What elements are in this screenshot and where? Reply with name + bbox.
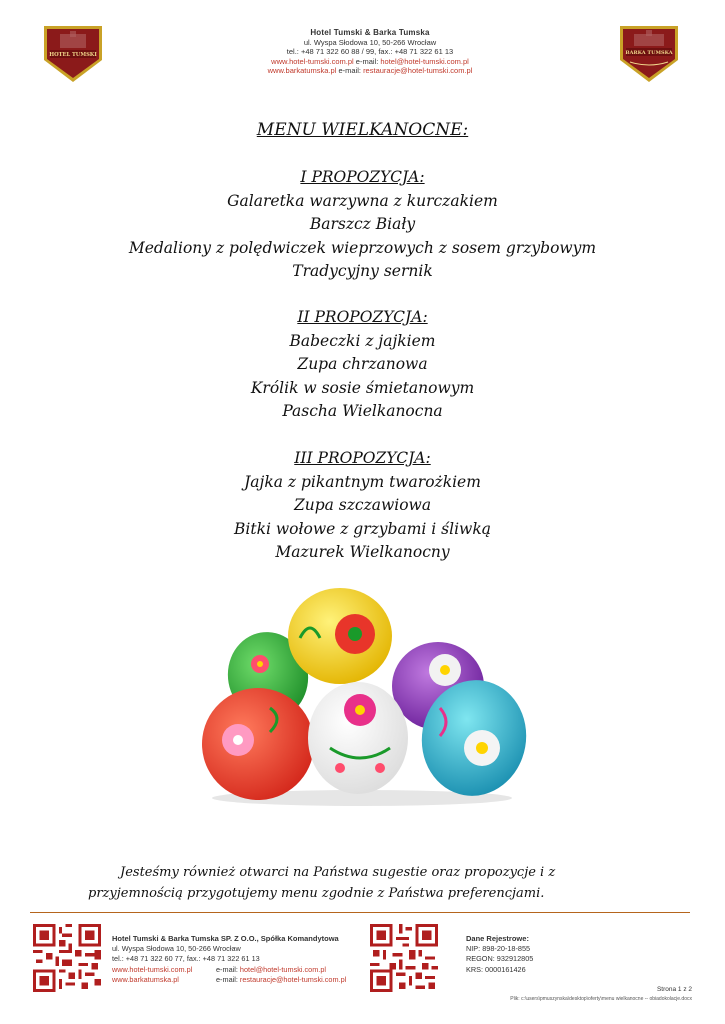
footer-restaurant-email-link[interactable]: restauracje@hotel-tumski.com.pl: [239, 974, 347, 984]
closing-line-2: przyjemnością przygotujemy menu zgodnie z Państwa preferencjami.: [88, 886, 545, 901]
closing-line-1: Jesteśmy również otwarci na Państwa sugestie oraz propozycje i z: [120, 865, 556, 880]
letterhead-line-hotel: [180, 57, 560, 67]
svg-text:HOTEL TUMSKI: HOTEL TUMSKI: [49, 52, 97, 58]
registration-regon: REGON: 932912805: [466, 954, 534, 964]
qr-code-left: [33, 924, 101, 992]
hotel-email-link[interactable]: hotel@hotel-tumski.com.pl: [380, 56, 469, 66]
closing-note: [80, 862, 680, 904]
letterhead-address: ul. Wyspa Słodowa 10, 50-266 Wrocław: [303, 37, 437, 47]
menu-item: Bitki wołowe z grzybami i śliwką: [234, 519, 491, 538]
page-number: Strona 1 z 2: [656, 986, 692, 993]
menu-title: MENU WIELKANOCNE:: [256, 120, 469, 140]
menu-item: Medaliony z polędwiczek wieprzowych z sosem grzybowym: [128, 238, 597, 257]
menu-section-1: [0, 166, 725, 284]
menu-item: Babeczki z jajkiem: [289, 331, 436, 350]
letterhead-contact: [180, 28, 560, 76]
email-label: e-mail:: [336, 66, 364, 76]
menu-item: Barszcz Biały: [309, 215, 416, 233]
footer-barka-website-link[interactable]: www.barkatumska.pl: [112, 974, 179, 984]
footer-registration-info: [466, 934, 606, 975]
menu-item: Zupa szczawiowa: [293, 496, 432, 514]
footer-hotel-email-link[interactable]: hotel@hotel-tumski.com.pl: [239, 964, 327, 974]
footer-company-info: [112, 934, 362, 985]
hotel-tumski-logo: [40, 20, 106, 86]
letterhead-line-barka: [180, 66, 560, 76]
section-title: III PROPOZYCJA:: [294, 449, 431, 467]
restaurant-email-link[interactable]: restauracje@hotel-tumski.com.pl: [363, 66, 473, 76]
footer-divider: [30, 912, 690, 913]
barka-website-link[interactable]: www.barkatumska.pl: [267, 66, 337, 76]
registration-krs: KRS: 0000161426: [466, 964, 526, 974]
barka-tumska-logo: [616, 20, 682, 86]
footer-hotel-website-link[interactable]: www.hotel-tumski.com.pl: [112, 964, 193, 974]
file-path: Plik: c:\users\pmuszynska\desktop\oferty\menu wielkanocne -- obiadokolacje.docx: [510, 996, 692, 1002]
menu-section-3: [0, 447, 725, 565]
hotel-website-link[interactable]: www.hotel-tumski.com.pl: [271, 56, 354, 66]
easter-eggs-image: [190, 578, 535, 810]
menu-item: Galaretka warzywna z kurczakiem: [227, 191, 498, 210]
menu-section-2: [0, 306, 725, 424]
footer-phones: tel.: +48 71 322 60 77, fax.: +48 71 322 61 13: [112, 954, 260, 964]
section-title: I PROPOZYCJA:: [300, 168, 425, 186]
menu-item: Pascha Wielkanocna: [282, 402, 443, 420]
registration-title: Dane Rejestrowe:: [466, 934, 529, 943]
menu-item: Zupa chrzanowa: [297, 355, 428, 373]
section-title: II PROPOZYCJA:: [297, 308, 428, 326]
footer-company-name: Hotel Tumski & Barka Tumska SP. Z O.O., Spółka Komandytowa: [112, 934, 339, 943]
svg-text:BARKA TUMSKA: BARKA TUMSKA: [625, 50, 673, 56]
menu-item: Mazurek Wielkanocny: [275, 543, 450, 561]
email-label: e-mail:: [216, 964, 240, 974]
email-label: e-mail:: [216, 974, 240, 984]
letterhead-phones: tel.: +48 71 322 60 88 / 99, fax.: +48 71 322 61 13: [286, 47, 454, 57]
menu-item: Tradycyjny sernik: [292, 262, 433, 280]
email-label: e-mail:: [353, 56, 381, 66]
qr-code-right: [370, 924, 438, 992]
menu-item: Królik w sosie śmietanowym: [250, 378, 475, 397]
menu-item: Jajka z pikantnym twarożkiem: [244, 472, 481, 491]
footer-address: ul. Wyspa Słodowa 10, 50-266 Wrocław: [112, 944, 241, 954]
letterhead-hotel-name: Hotel Tumski & Barka Tumska: [310, 28, 430, 37]
registration-nip: NIP: 898-20-18-855: [466, 944, 531, 954]
